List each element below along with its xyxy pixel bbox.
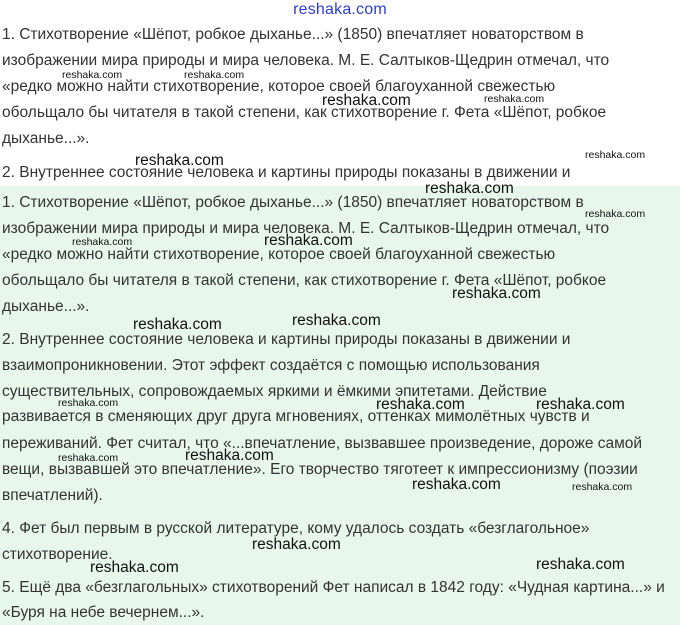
text-line: обольщало бы читателя в такой степени, как стихотворение г. Фета «Шёпот, робкое bbox=[2, 104, 607, 121]
watermark: reshaka.com bbox=[58, 397, 119, 409]
watermark: reshaka.com bbox=[425, 180, 514, 197]
text-line: «редко можно найти стихотворение, которое своей благоуханной свежестью bbox=[2, 246, 556, 263]
text-line: «редко можно найти стихотворение, которое своей благоуханной свежестью bbox=[2, 78, 556, 95]
text-line: впечатлений). bbox=[2, 487, 103, 504]
watermark: reshaka.com bbox=[412, 476, 501, 493]
watermark: reshaka.com bbox=[62, 69, 123, 81]
watermark: reshaka.com bbox=[536, 556, 625, 573]
text-line: 1. Стихотворение «Шёпот, робкое дыханье...» (1850) впечатляет новаторством в bbox=[2, 26, 584, 43]
watermark: reshaka.com bbox=[572, 481, 633, 493]
text-line: дыханье...». bbox=[2, 298, 90, 315]
watermark: reshaka.com bbox=[376, 396, 465, 413]
site-title[interactable]: reshaka.com bbox=[293, 1, 387, 18]
text-line: изображении мира природы и мира человека. М. Е. Салтыков-Щедрин отмечал, что bbox=[2, 220, 610, 237]
text-line: переживаний. Фет считал, что «...впечатление, вызвавшее произведение, дороже самой bbox=[2, 435, 643, 452]
watermark: reshaka.com bbox=[252, 536, 341, 553]
watermark: reshaka.com bbox=[536, 396, 625, 413]
text-line: вещи, вызвавшей это впечатление». Его творчество тяготеет к импрессионизму (поэзии bbox=[2, 461, 638, 478]
watermark: reshaka.com bbox=[58, 452, 119, 464]
watermark: reshaka.com bbox=[264, 232, 353, 249]
text-line: 1. Стихотворение «Шёпот, робкое дыханье...» (1850) впечатляет новаторством в bbox=[2, 194, 584, 211]
watermark: reshaka.com bbox=[90, 559, 179, 576]
text-line: взаимопроникновении. Этот эффект создаётся с помощью использования bbox=[2, 357, 540, 374]
watermark: reshaka.com bbox=[585, 208, 646, 220]
text-line: изображении мира природы и мира человека. М. Е. Салтыков-Щедрин отмечал, что bbox=[2, 52, 610, 69]
text-line: «Буря на небе вечернем...». bbox=[2, 604, 205, 621]
text-line: стихотворение. bbox=[2, 546, 113, 563]
text-line: обольщало бы читателя в такой степени, как стихотворение г. Фета «Шёпот, робкое bbox=[2, 272, 607, 289]
watermark: reshaka.com bbox=[585, 149, 646, 161]
watermark: reshaka.com bbox=[322, 92, 411, 109]
watermark: reshaka.com bbox=[184, 69, 245, 81]
text-line: 5. Ещё два «безглагольных» стихотворений Фет написал в 1842 году: «Чудная картина...» и bbox=[2, 579, 665, 596]
watermark: reshaka.com bbox=[185, 447, 274, 464]
watermark: reshaka.com bbox=[72, 236, 133, 248]
watermark: reshaka.com bbox=[135, 152, 224, 169]
text-line: развивается в сменяющих друг друга мгновениях, оттенках мимолётных чувств и bbox=[2, 408, 590, 425]
watermark: reshaka.com bbox=[484, 93, 545, 105]
text-line: существительных, сопровождаемых яркими и ёмкими эпитетами. Действие bbox=[2, 383, 547, 400]
text-line: 4. Фет был первым в русской литературе, кому удалось создать «безглагольное» bbox=[2, 520, 590, 537]
watermark: reshaka.com bbox=[452, 285, 541, 302]
text-line: 2. Внутреннее состояние человека и картины природы показаны в движении и bbox=[2, 331, 571, 348]
text-line: дыханье...». bbox=[2, 130, 90, 147]
text-line: 2. Внутреннее состояние человека и картины природы показаны в движении и bbox=[2, 164, 571, 181]
watermark: reshaka.com bbox=[292, 312, 381, 329]
watermark: reshaka.com bbox=[133, 316, 222, 333]
